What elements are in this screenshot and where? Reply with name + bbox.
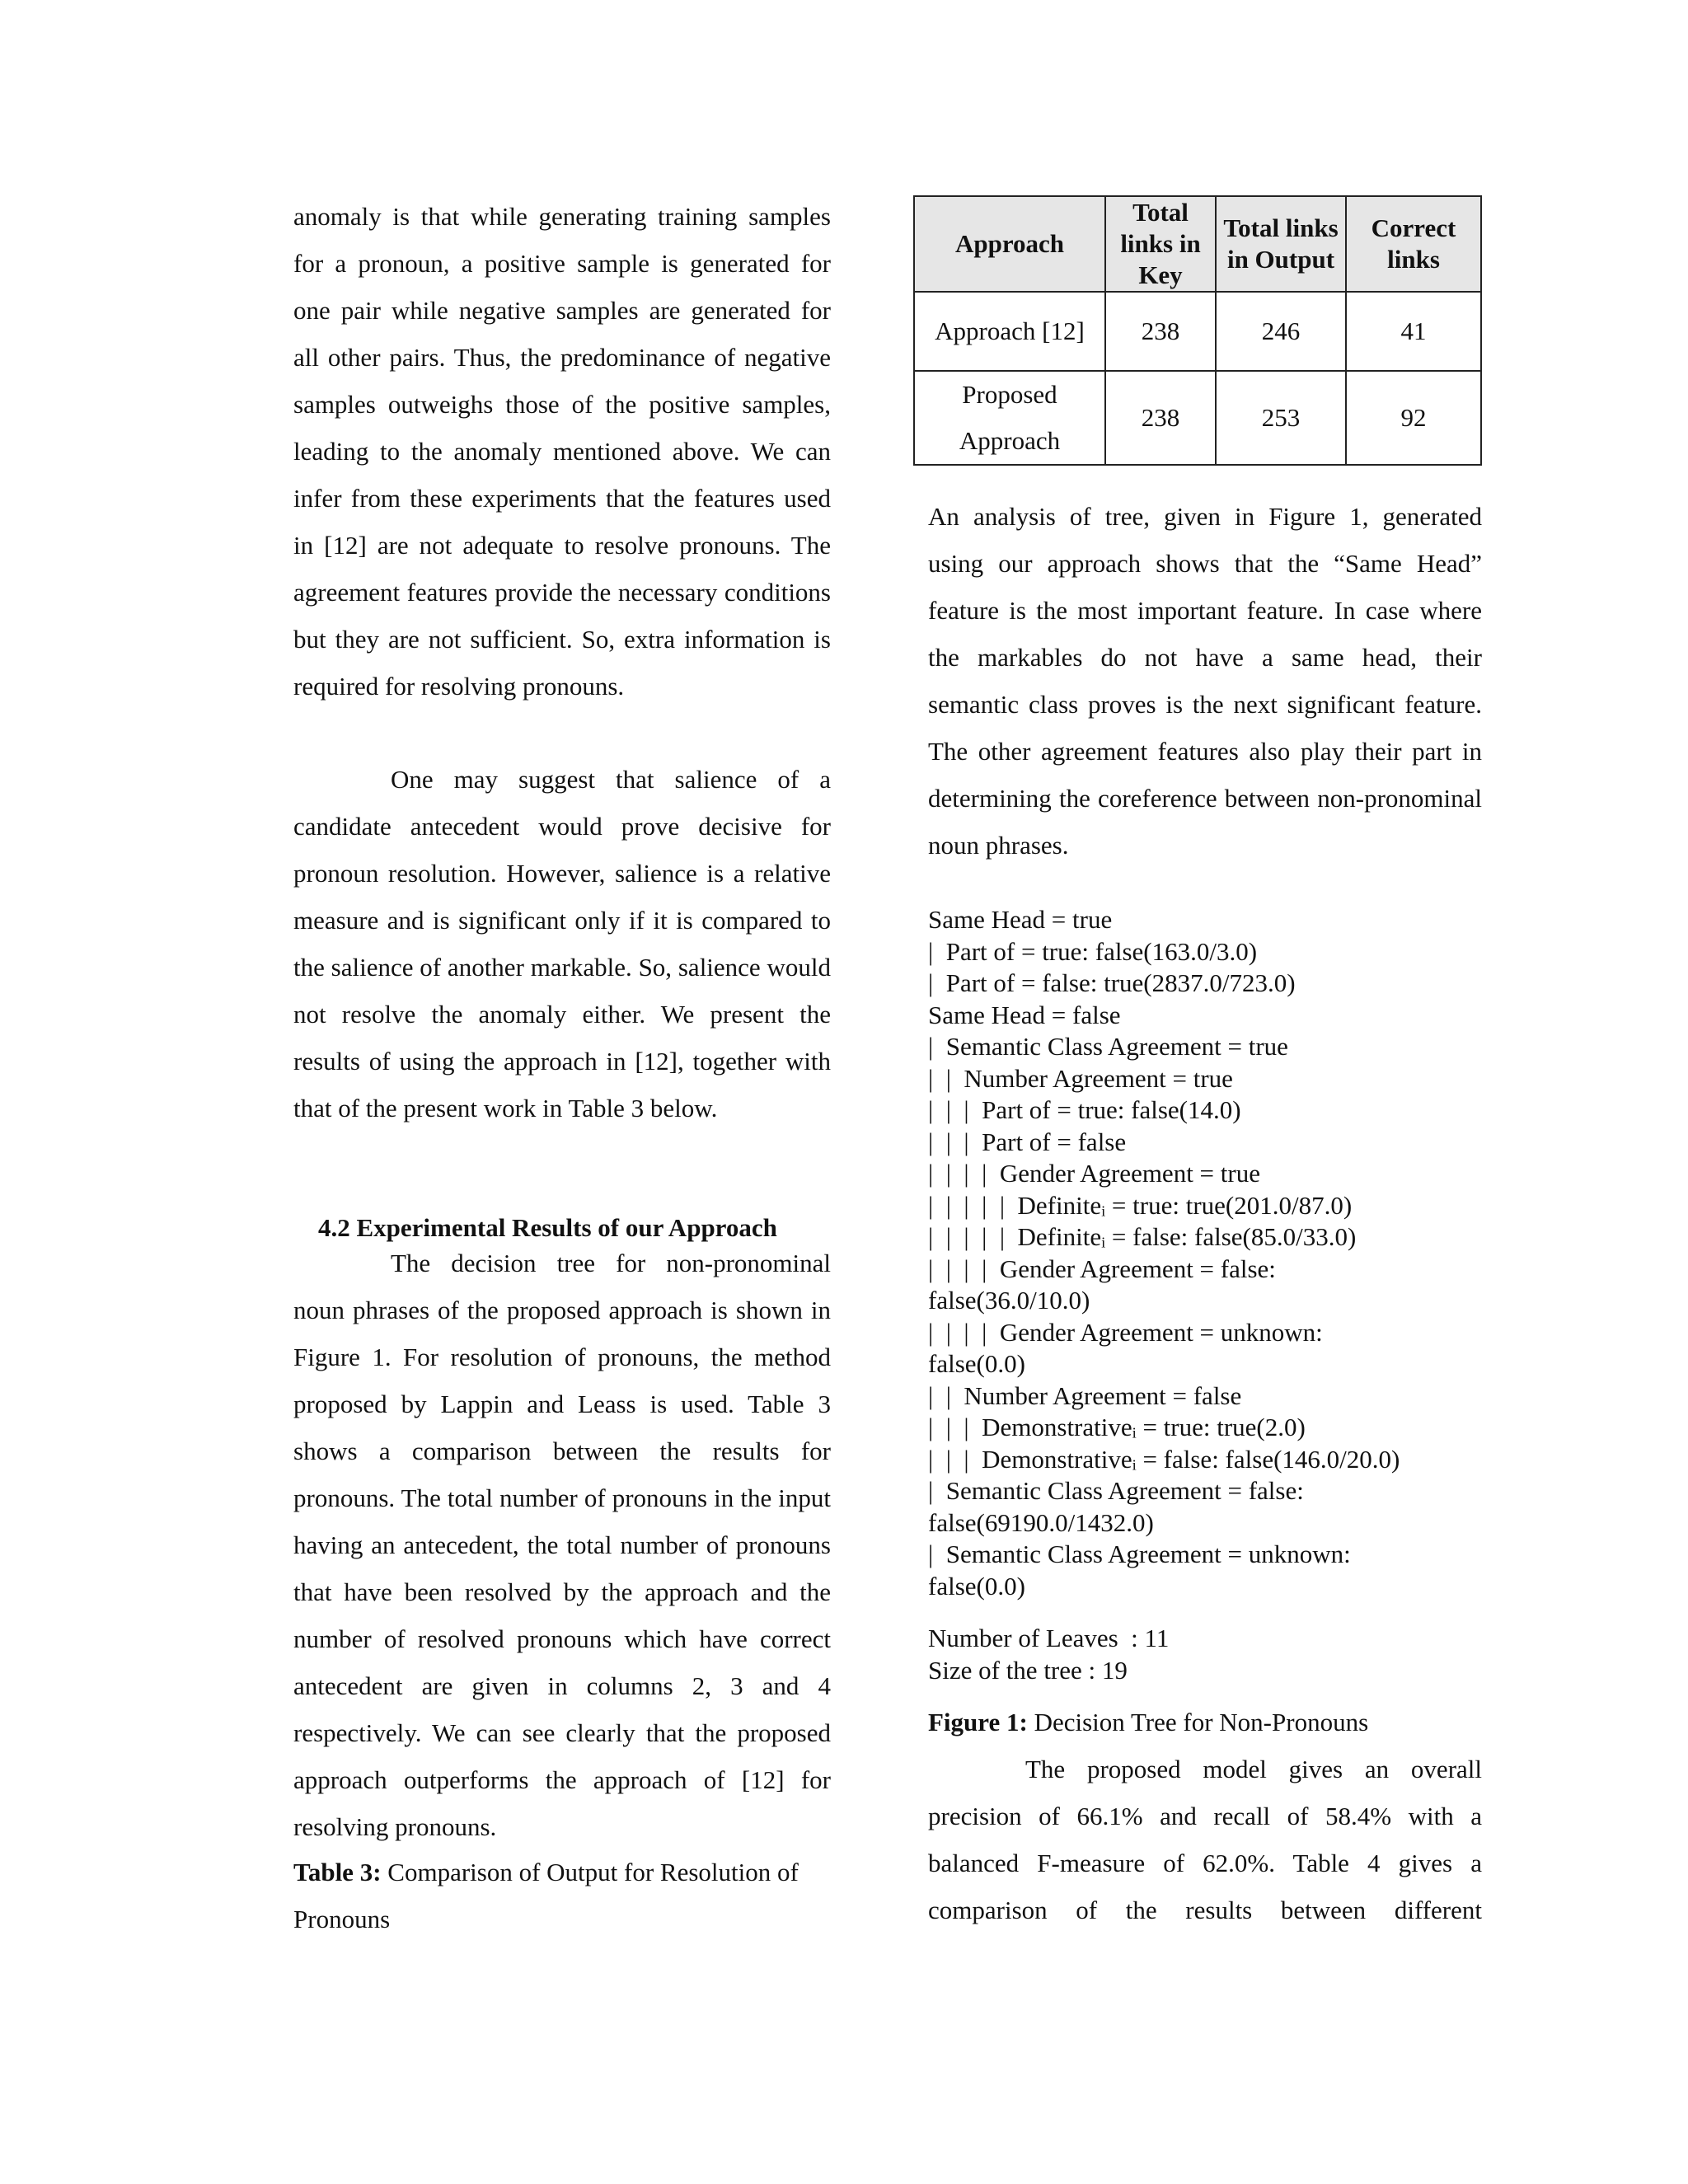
table-cell: 238: [1105, 292, 1216, 371]
tree-line: Same Head = true: [928, 905, 1113, 934]
figure-caption-text: Decision Tree for Non-Pronouns: [1027, 1708, 1369, 1736]
table-cell: 41: [1346, 292, 1481, 371]
tree-line: | | | Demonstrativeᵢ = true: true(2.0): [928, 1413, 1306, 1441]
tree-leaves-count: Number of Leaves : 11: [928, 1624, 1170, 1652]
tree-line: | | | Part of = false: [928, 1127, 1127, 1156]
tree-line: | | | Part of = true: false(14.0): [928, 1095, 1241, 1124]
table-cell: 238: [1105, 371, 1216, 465]
tree-stats: [928, 1623, 1169, 1686]
tree-line: | | Number Agreement = false: [928, 1380, 1242, 1410]
table-caption: [293, 1849, 831, 1943]
tree-line: false(0.0): [928, 1571, 1025, 1601]
table-row: [914, 371, 1481, 465]
table-caption-text: Comparison of Output for Resolution of Pronouns: [293, 1858, 799, 1933]
paragraph-anomaly: anomaly is that while generating training samples for a pronoun, a positive sample is generated for one pair while negative samples are generated for all other pairs. Thus, the predominance of negative samples outweighs those of the positive samples, leading to the anomaly mentioned above. We can infer from these experiments that the features used in [12] are not adequate to resolve pronouns. The agreement features provide the necessary conditions but they are not sufficient. So, extra information is required for resolving pronouns.: [293, 202, 831, 701]
table-cell: 246: [1216, 292, 1346, 371]
tree-line: | Semantic Class Agreement = unknown:: [928, 1540, 1351, 1568]
tree-line: | | | | Gender Agreement = true: [928, 1159, 1260, 1188]
tree-line: | | Number Agreement = true: [928, 1063, 1233, 1093]
tree-size: Size of the tree : 19: [928, 1655, 1128, 1685]
table-cell: 92: [1346, 371, 1481, 465]
table-cell: 253: [1216, 371, 1346, 465]
tree-line: false(0.0): [928, 1349, 1025, 1378]
tree-line: | | | | Gender Agreement = unknown:: [928, 1317, 1323, 1347]
tree-line: Same Head = false: [928, 1000, 1121, 1029]
tree-line: | | | Demonstrativeᵢ = false: false(146.0/20.0): [928, 1444, 1400, 1474]
tree-line: | Part of = true: false(163.0/3.0): [928, 936, 1258, 966]
table-header-row: [914, 196, 1481, 292]
table-header-cell: Approach: [914, 196, 1105, 292]
paragraph-precision-recall: The proposed model gives an overall precision of 66.1% and recall of 58.4% with a balanced F-measure of 62.0%. Table 4 gives a comparison of the results between different: [928, 1755, 1482, 1924]
tree-line: | | | | | Definiteᵢ = true: true(201.0/87.0): [928, 1190, 1353, 1220]
tree-line: | | | | | Definiteᵢ = false: false(85.0/33.0): [928, 1222, 1357, 1251]
figure-caption: [928, 1699, 1482, 1746]
table-header-cell: Total links in Key: [1105, 196, 1216, 292]
tree-line: | Semantic Class Agreement = true: [928, 1032, 1288, 1061]
table-caption-label: Table 3:: [293, 1858, 382, 1886]
table-header-cell: Correct links: [1346, 196, 1481, 292]
table-header-cell: Total links in Output: [1216, 196, 1346, 292]
table-cell: Approach [12]: [914, 292, 1105, 371]
decision-tree: [928, 904, 1482, 1602]
tree-line: false(36.0/10.0): [928, 1286, 1090, 1315]
tree-line: | | | | Gender Agreement = false:: [928, 1254, 1276, 1283]
section-heading: 4.2 Experimental Results of our Approach: [318, 1213, 777, 1242]
tree-line: false(69190.0/1432.0): [928, 1507, 1154, 1537]
figure-caption-label: Figure 1:: [928, 1708, 1028, 1736]
table-cell: Proposed Approach: [914, 371, 1105, 465]
comparison-table: [913, 195, 1482, 466]
table-row: [914, 292, 1481, 371]
tree-line: | Semantic Class Agreement = false:: [928, 1476, 1304, 1505]
paragraph-experimental-results: The decision tree for non-pronominal noun phrases of the proposed approach is shown in Figure 1. For resolution of pronouns, the method proposed by Lappin and Leass is used. Table 3 shows a comparison between the results for pronouns. The total number of pronouns in the input having an antecedent, the total number of pronouns that have been resolved by the approach and the number of resolved pronouns which have correct antecedent are given in columns 2, 3 and 4 respectively. We can see clearly that the proposed approach outperforms the approach of [12] for resolving pronouns.: [293, 1249, 831, 1841]
paragraph-salience: One may suggest that salience of a candidate antecedent would prove decisive for pronoun resolution. However, salience is a relative measure and is significant only if it is compared to the salience of another markable. So, salience would not resolve the anomaly either. We present the results of using the approach in [12], together with that of the present work in Table 3 below.: [293, 765, 831, 1122]
paragraph-tree-analysis: An analysis of tree, given in Figure 1, generated using our approach shows that the “Same Head” feature is the most important feature. In case where the markables do not have a same head, their semantic class proves is the next significant feature. The other agreement features also play their part in determining the coreference between non-pronominal noun phrases.: [928, 502, 1482, 860]
tree-line: | Part of = false: true(2837.0/723.0): [928, 968, 1296, 997]
